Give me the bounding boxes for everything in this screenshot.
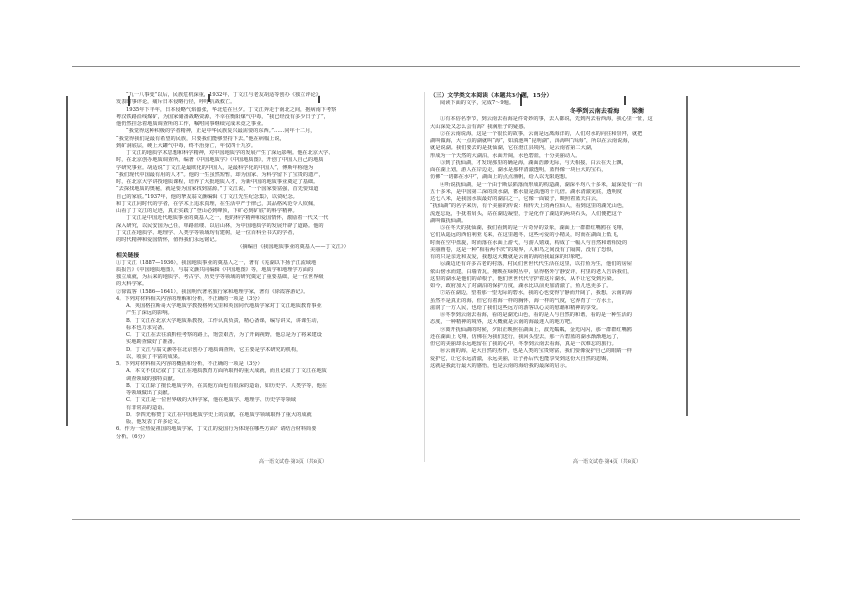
text-line: 1935年下半年，日本侵略气焰嚣张，华北危在旦夕。丁文江奔走于南北之间，抱病南下考察	[126, 106, 337, 113]
text-line: 但它的美丽却永远地留在了我的心中，冬季到云南去看海，真是一次难忘的旅行。	[430, 341, 617, 347]
text-line: 丁文江是中国近代地质事业的奠基人之一，他的科学精神和爱国情怀，激励着一代又一代	[126, 215, 329, 222]
text-line: 深入研究，以民安国为己任，筚路蓝缕、以启山林，为中国地质学的发展开辟了道路。他的	[116, 222, 324, 229]
text-line: （摘编自《我国地质事业的奠基人——丁文江》）	[237, 244, 349, 251]
text-line: ③到了抚仙湖，才发现那里的确是海，湖面浩渺无际，与天相接，白云在天上飘，	[440, 159, 627, 166]
text-line: “我们现代中国最有用的人才”。他的一生虽然短暂，却为国家、为科学留下了宝贵的遗产，	[116, 171, 324, 178]
text-line: 自己的家底。”1937年，他的挚友翁文灏编辑《丁文江先生纪念集》，以资纪念。	[116, 193, 298, 200]
left-exam-page	[116, 92, 470, 448]
text-line: 湖叫做抚仙湖。	[430, 217, 467, 224]
text-line: 质报告》《中国地质地图》，与翁文灏共同编辑《中国地图》等，地质学和地理学方面的	[116, 266, 314, 273]
text-line: 就是说湖。我们要去的是抚仙湖，它在澄江县境内，是云南省第二大湖，	[430, 145, 597, 152]
text-line: 流连忘返，手抚着肩头，站在湖边凝望，于是化作了湖边的两块石头，人们便把这个	[430, 210, 622, 217]
text-line: “我觉得这种积极的学者精神，正是中华民族复兴最需要的东西。”……同年十二月，	[126, 128, 316, 135]
text-line: 这里的湖水是他们的命根子，他们世世代代守护着这片湖水，从不让它受到污染。	[430, 275, 617, 282]
text-line: 等领域做出了贡献。	[126, 390, 173, 396]
text-line: 这就是我此行最大的感悟，也是云南的海给我的最深的启示。	[430, 362, 571, 369]
text-line: 丁文江在地质学、地理学、人类学等领域均有建树，是一位百科全书式的学者，	[116, 229, 298, 236]
text-line: 分析。（6分）	[116, 433, 148, 440]
text-line: 的时代精神和爱国情怀，值得我们永远铭记。	[116, 237, 220, 243]
text-line: 态度，一种精神的境界，这大概就是云南的海最迷人的地方吧。	[430, 319, 576, 326]
text-line: A．英国格拉斯哥大学地质学教授格列戈里和英国同代地质学家对丁文江地质教育事业	[126, 303, 322, 309]
left-page-footer: 高一语文试卷·第3页（共8页）	[259, 459, 327, 465]
text-line: 滋润了一方人民，也给了我们这些远方的游客以心灵的慰藉和精神的享受。	[430, 304, 602, 311]
text-line: “九一八事变”以后，民族危机深重，1932年，丁文江与老友胡适等创办《独立评论》，	[126, 92, 324, 98]
text-line: （三）文学类文本阅读（本题共3小题，15分）	[430, 93, 553, 99]
text-line: 调查领域的独特贡献。	[126, 375, 178, 382]
text-line: 实地勘查做好了准备。	[126, 339, 178, 346]
text-line: ⑦站在湖边，望着那一望无际的碧水，我的心也变得宁静而开阔了，我想，云南的海	[440, 290, 632, 297]
text-line: 面在湖上划，游人在岸边走，湖水是那样清澈透明，蓝得像一块巨大的宝石，	[430, 167, 607, 173]
text-line: 时而在空中盘旋，时而落在水面上游弋，与游人嬉戏，构成了一幅人与自然和谐相处的	[430, 239, 628, 246]
text-line: 阅读下面的文字，完成7～9题。	[440, 100, 515, 106]
text-line: ⑥湖边还有许多古老的村落，村民们世世代代生活在这里，以打鱼为生，他们的房屋	[440, 261, 632, 268]
text-line: 爱护它，让它永远清澈，永远美丽，让子孙后代也能享受到这份大自然的恩赐，	[430, 355, 612, 362]
text-line: “我觉得我们是最有希望的民族，只要我们能够坚持下去，”他在病榻上说，	[116, 135, 285, 142]
text-line: 形成为一个天然的大湖泊，水面开阔，水色碧蓝，十分美丽动人。	[430, 152, 581, 159]
text-line: 有非常高的造诣。	[126, 404, 168, 411]
text-line: B．丁文江在北京大学地质系教授，工作认真负责，精心备课，编写讲义，讲课生动，	[126, 317, 322, 324]
text-line: 冬季到云南去看海 梁衡	[569, 108, 645, 116]
text-line: ①有本俗名季节，到云南去看海是件奇妙的事，去人都说，先到内去看西海，我心里一怔，这	[440, 116, 653, 123]
text-line: 的大科学家。	[116, 281, 148, 288]
text-line: 时，在北京大学讲授地质课程，培养了大批地质人才，为新中国的地质事业奠定了基础。	[116, 179, 319, 185]
right-exam-page	[430, 92, 784, 448]
text-line: 它们从遥远的西伯利亚飞来，在这里越冬，这些可爱的小精灵，时而在湖面上低飞，	[430, 232, 622, 239]
text-line: ①丁文江（1887—1936），我国地质事业的奠基人之一，著有《芜湖以下扬子江流域地	[116, 259, 317, 266]
text-line: 湖叫做海，大一点的湖就叫“海”，如滇池叫“昆明湖”，洱海叫“洱海”，所以在云南说海，	[430, 138, 633, 144]
text-line: 如今，政府加大了对湖泊的保护力度，湖水比以前更加清澈了，鱼儿也更多了。	[430, 283, 612, 289]
text-line: ⑤在冬天的抚仙湖，我们看到的是一片奇异的景象，湖面上一群群红嘴鸥在飞翔，	[440, 225, 627, 231]
text-line: 相关链接	[116, 252, 140, 259]
text-line: 丁文江的地质学术思想和科学精神，对中国地质学的发展产生了深远影响。他在北京大学、	[126, 150, 334, 156]
text-line: 山看了丁文江的足迹，真正实践了“登山必到峰顶，下矿必到矿底”的科学精神。	[116, 208, 298, 214]
text-line: ⑧冬季到云南去看海，看的是湖光山色，看的是人与自然的和谐，看的是一种生活的	[440, 312, 632, 318]
text-line: 和丁文江同时代的学者，在学术上追求真理，在生活中严于律己，其品格风范令人钦佩，	[116, 200, 319, 207]
bottom-rule	[72, 519, 800, 520]
text-line: ②在云南说海，这是一个很长的故事，云南是远离海洋的，人们对水的向往和崇拜，就把	[440, 130, 643, 137]
text-line: A．本文不仅记叙了丁文江在地质教育方面所取得的重大成就，而且记叙了丁文江在地质	[126, 368, 327, 375]
text-line: 独立成就，为后来的地质学、考古学、历史学等领域的研究奠定了重要基础，是一位世界级	[116, 274, 324, 280]
text-line: 到矿洞底层，硬上大罐气中毒，终不治身亡，年仅四十九岁。	[116, 142, 257, 149]
text-line: 时，在北京创办地质调查所，编著《中国地质学》《中国地质图》，开创了中国人自己的地质	[116, 157, 324, 164]
top-rule	[72, 66, 800, 67]
text-line: C．丁文江是一位世界级的大科学家，他在地质学、地理学、历史学等领域	[126, 397, 296, 404]
text-line: 5．下列对材料相关内容的概括和分析，不正确的一项是（3分）	[116, 361, 263, 367]
text-line: 虽然不是真正的海，但它有着海一样的胸怀，海一样的气度，它养育了一方水土，	[430, 297, 617, 304]
text-line: 6．作为一位热爱祖国的地质学家，丁文江的爱国行为体现在哪些方面？请结合材料简要	[116, 426, 317, 433]
text-line: ④听说抚仙湖，是一个由于断层陷落而形成的构造湖，湖深平均八十多米，最深处有一百	[440, 181, 643, 188]
text-line: 他仍然挂念着地质调查所的工作，嘱咐同事继续完成未竟之事业。	[116, 121, 267, 127]
text-line: 以，收获了丰富的成果。	[126, 353, 184, 360]
text-line: D．丁文江与翁文灏等在北京创办了地质调查所，它主要是学术研究的机构，	[126, 346, 302, 353]
right-page-footer: 高一语文试卷·第4页（共8页）	[573, 459, 641, 465]
text-line: 标本也力求完备。	[126, 324, 168, 331]
text-line: C．丁文江在去往滇黔桂考察的路上，饱尝艰苦，为了开阔视野，他总是为了将来建设	[126, 332, 322, 338]
text-line: “抚仙湖”的名字来历，有个美丽的传说：相传天上的两位仙人，看到这里的湖光山色，	[430, 203, 628, 210]
text-line: 4．下列对材料相关内容的理解和分析，不正确的一项是（3分）	[116, 295, 263, 302]
text-line: 学研究事业。胡适说“丁文江是最欧化的中国人，是最科学化的中国人”，傅斯年称他为	[116, 164, 314, 171]
text-line: 版，他发表了许多论文。	[126, 419, 184, 425]
text-line: 仿佛“一切都在水中”，湖面上的点点渔帆，给人以无限遐想。	[430, 174, 571, 181]
text-line: ②徐霞客（1586—1641），我国明代著名旅行家和地理学家，著有《徐霞客游记》。	[116, 288, 309, 295]
text-line: “去探找地质的奥秘，就是要为国家找到富源，”丁文江说，“一个国家要富强，首先要知道	[116, 186, 319, 193]
scan-edge-left	[66, 96, 68, 426]
text-line: 发表时事评论，痛斥日本侵略行径，呼吁抗战救亡。	[116, 99, 236, 106]
text-line: 依山傍水而建，白墙青瓦，掩映在绿树丛中，显得格外宁静安详，村里的老人告诉我们，	[430, 268, 633, 275]
text-line: ⑨离开抚仙湖的时候，夕阳正映照在湖面上，波光粼粼，金光闪闪，那一群群红嘴鸥	[440, 326, 632, 333]
text-line: 产生了深远的影响。	[126, 310, 173, 317]
text-line: 有的只是亲近和友爱，我想这大概就是云南的海给我最深的印象吧。	[430, 254, 586, 260]
text-line: B．丁文江除了擅长地质学外，在其他方面也有很深的造诣，如历史学、人类学等，他在	[126, 382, 327, 389]
text-line: 粤汉铁路沿线煤矿，为国家储备战略资源，不幸在衡阳煤气中毒，“我已经没有多少日子了”，	[116, 113, 329, 120]
text-line: 美丽画卷，这是一种“相看两不厌”的境界，人和鸟之间没有了隔阂，没有了恐惧，	[430, 246, 617, 253]
text-line: 五十多米，是中国第二深的淡水湖，蓄水量是滇池的十几倍。湖水清澈见底，透明度	[430, 188, 622, 195]
text-line: 达七八米，是我国水质最好的湖泊之一，它像一面镜子，映照着蓝天白云，	[430, 196, 602, 202]
text-line: ⑩云南的海，是大自然的杰作，也是人类的宝贵财富，我们要像爱护自己的眼睛一样	[440, 348, 632, 355]
text-line: D．李四光称赞丁文江在中国地质学史上的贡献，在地质学领域取得了重大的成就	[126, 411, 312, 418]
text-line: 还在湖面上飞翔，仿佛在为我们送行，我回头望去，那一片碧蓝的湖水渐渐地远了，	[430, 333, 622, 340]
text-line: 大山深处又怎么会有海？我满肚子的疑惑。	[430, 123, 529, 130]
